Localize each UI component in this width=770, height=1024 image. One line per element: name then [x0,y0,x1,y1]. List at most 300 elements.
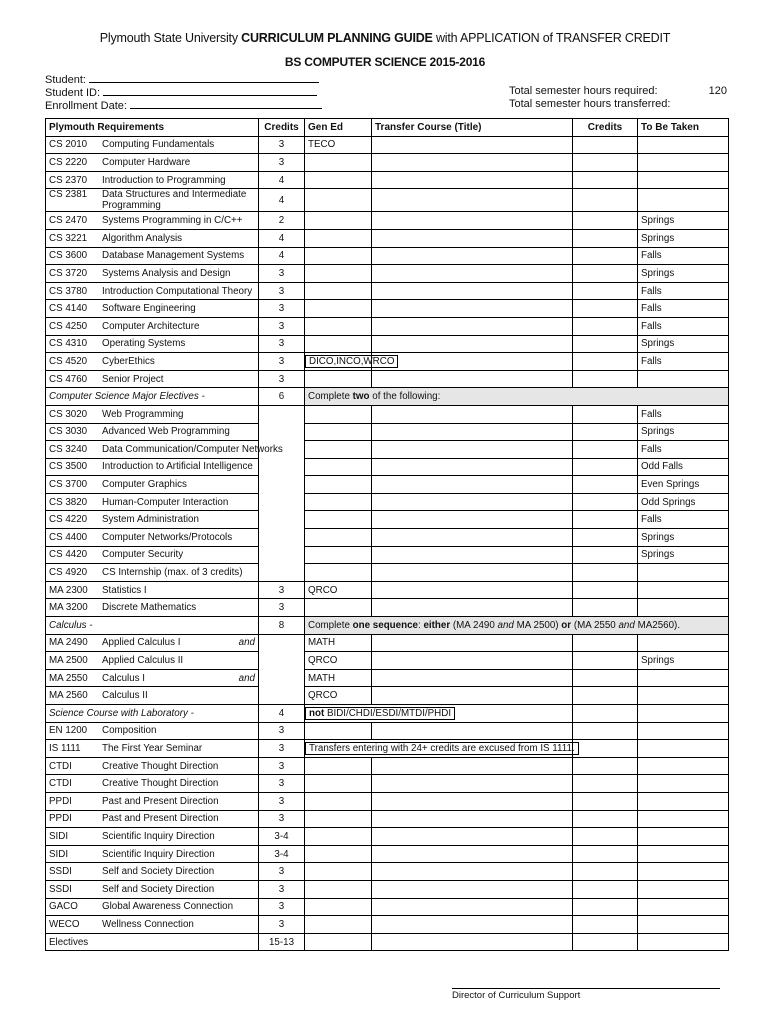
gen-ed-value: TECO [308,139,336,151]
electives-note [305,388,729,406]
course-code: CS 3240 [49,443,88,455]
to-be-taken-cell [638,687,729,705]
credits-cell: 3 [259,317,305,335]
course-code: Electives [49,936,89,948]
transfer-credits-cell[interactable] [573,441,638,459]
course-name: Past and Present Direction [102,795,219,807]
course-name: Calculus I [102,672,146,684]
gen-ed-cell: MATH [305,669,372,687]
student-name-field[interactable]: Student: [45,72,319,86]
gen-ed-cell [305,933,372,951]
to-be-taken-cell [638,757,729,775]
requirement-cell [46,599,259,617]
transfer-course-cell[interactable] [372,757,573,775]
credits-cell: 3 [259,136,305,154]
requirement-cell [46,493,259,511]
transfer-course-cell[interactable] [372,189,573,212]
to-be-taken-cell [638,898,729,916]
transfer-credits-cell[interactable] [573,880,638,898]
transfer-course-cell[interactable] [372,511,573,529]
enrollment-date-field[interactable]: Enrollment Date: [45,98,322,112]
elective-row [46,546,729,564]
transfer-course-cell[interactable] [372,154,573,172]
col-transfer-credits: Credits [573,119,638,137]
transfer-course-cell[interactable] [372,136,573,154]
course-code: CS 4250 [49,320,88,332]
and-label: and [238,672,255,684]
course-name: Data Structures and Intermediate Programming [102,189,247,212]
gen-ed-cell [305,370,372,388]
to-be-taken-cell [638,792,729,810]
credits-cell: 3 [259,757,305,775]
requirement-cell [46,370,259,388]
credits-cell: 3 [259,880,305,898]
course-name: Operating Systems [102,338,186,350]
course-code: CS 2381 [49,189,88,201]
course-code: PPDI [49,813,72,825]
credits-cell: 3 [259,300,305,318]
transfer-course-cell[interactable] [372,493,573,511]
course-name: Web Programming [102,408,184,420]
credits-cell: 4 [259,705,305,723]
to-be-taken-cell [638,370,729,388]
to-be-taken-cell [638,810,729,828]
transfer-credits-cell[interactable] [573,810,638,828]
course-code: CS 3720 [49,267,88,279]
credits-cell [259,652,305,670]
transfer-course-cell[interactable] [372,300,573,318]
transfer-course-cell[interactable] [372,458,573,476]
credits-cell [259,511,305,529]
transfer-course-cell[interactable] [372,476,573,494]
to-be-taken-cell [638,705,729,723]
transfer-credits-cell[interactable] [573,828,638,846]
transfer-credits-cell[interactable] [573,247,638,265]
transfer-course-cell[interactable] [372,282,573,300]
transfer-credits-cell[interactable] [573,212,638,230]
transfer-credits-cell[interactable] [573,335,638,353]
note-part: (MA 2550 [571,619,619,631]
transfer-course-cell[interactable] [372,212,573,230]
transfer-credits-cell[interactable] [573,775,638,793]
to-be-taken-cell: Falls [638,300,729,318]
course-name: Computer Graphics [102,479,187,491]
not-word: not [309,707,325,719]
course-name: Past and Present Direction [102,813,219,825]
table-header-row [46,119,729,137]
course-name: Calculus II [102,690,148,702]
requirement-cell [46,476,259,494]
transfer-credits-cell[interactable] [573,581,638,599]
requirement-cell [46,529,259,547]
to-be-taken-cell [638,599,729,617]
course-name: Statistics I [102,584,147,596]
course-name: Algorithm Analysis [102,232,183,244]
credits-cell [259,546,305,564]
transfer-course-cell[interactable] [372,171,573,189]
elective-row [46,529,729,547]
table-row [46,370,729,388]
gen-ed-cell [305,282,372,300]
requirement-cell [46,265,259,283]
gen-ed-cell [305,792,372,810]
calculus-note [305,617,729,635]
elective-row [46,405,729,423]
gen-ed-cell [305,546,372,564]
course-code: CS 3020 [49,408,88,420]
gen-ed-cell [305,353,395,371]
calculus-row [46,669,729,687]
transfer-course-cell[interactable] [372,863,573,881]
course-name: Creative Thought Direction [102,760,219,772]
course-name: Computer Security [102,549,184,561]
table-row [46,916,729,934]
transfer-course-cell[interactable] [372,722,573,740]
course-code: CS 2010 [49,139,88,151]
course-code: CS 3780 [49,285,88,297]
table-row [46,810,729,828]
transfer-course-cell[interactable] [372,634,573,652]
requirement-cell [46,845,259,863]
course-name: CS Internship (max. of 3 credits) [102,567,243,579]
credits-cell: 3 [259,792,305,810]
gen-ed-cell [305,898,372,916]
to-be-taken-cell: Falls [638,511,729,529]
table-row [46,171,729,189]
transfer-credits-cell[interactable] [573,898,638,916]
to-be-taken-cell [638,581,729,599]
transfer-credits-cell[interactable] [573,458,638,476]
to-be-taken-cell [638,136,729,154]
transfer-course-cell[interactable] [372,810,573,828]
gen-ed-cell [305,757,372,775]
requirement-cell [46,933,259,951]
gen-ed-cell [305,405,372,423]
transfer-credits-cell[interactable] [573,493,638,511]
credits-cell [259,634,305,652]
transfer-course-cell[interactable] [372,317,573,335]
transfer-course-cell[interactable] [372,441,573,459]
electives-group-label: Computer Science Major Electives - [46,388,259,406]
requirement-cell [46,300,259,318]
to-be-taken-cell: Springs [638,423,729,441]
requirement-cell [46,247,259,265]
requirement-cell [46,189,259,212]
course-name: Introduction to Programming [102,174,226,186]
credits-cell: 4 [259,189,305,212]
requirement-cell [46,171,259,189]
course-code: MA 2490 [49,637,88,649]
course-code: SIDI [49,830,69,842]
transfer-credits-cell[interactable] [573,154,638,172]
course-code: CS 4760 [49,373,88,385]
transfer-credits-cell[interactable] [573,652,638,670]
table-row [46,599,729,617]
transfer-credits-cell[interactable] [573,136,638,154]
total-required: Total semester hours required: 120 [509,85,727,97]
table-row [46,740,729,758]
transfer-course-cell[interactable] [372,687,573,705]
course-code: EN 1200 [49,725,88,737]
student-id-field[interactable]: Student ID: [45,85,317,99]
transfer-course-cell[interactable] [372,880,573,898]
gen-ed-cell [305,599,372,617]
requirement-cell [46,740,259,758]
transfer-credits-cell[interactable] [573,511,638,529]
curriculum-table [45,118,729,951]
note-part: MA2560). [634,619,681,631]
transfer-credits-cell[interactable] [573,546,638,564]
credits-cell: 3 [259,740,305,758]
gen-ed-note-text: Transfers entering with 24+ credits are excused from IS 1111. [305,742,579,755]
transfer-credits-cell[interactable] [573,740,638,758]
credits-cell: 4 [259,247,305,265]
course-code: SIDI [49,848,69,860]
transfer-credits-cell[interactable] [573,916,638,934]
table-row [46,792,729,810]
credits-cell [259,493,305,511]
elective-row [46,458,729,476]
elective-row [46,441,729,459]
transfer-course-cell[interactable] [372,423,573,441]
table-row [46,335,729,353]
transfer-credits-cell[interactable] [573,189,638,212]
to-be-taken-cell: Springs [638,335,729,353]
transfer-course-cell[interactable] [372,265,573,283]
transfer-course-cell[interactable] [372,828,573,846]
credits-cell: 3 [259,335,305,353]
page-title: Plymouth State University CURRICULUM PLANNING GUIDE with APPLICATION of TRANSFER CREDIT [99,31,671,45]
course-code: CTDI [49,760,72,772]
course-code: CS 4920 [49,567,88,579]
table-row [46,863,729,881]
credits-cell [259,687,305,705]
transfer-course-cell[interactable] [372,546,573,564]
transfer-course-cell[interactable] [372,335,573,353]
table-row [46,828,729,846]
total-transferred-field[interactable]: Total semester hours transferred: [509,98,727,124]
transfer-course-cell[interactable] [372,529,573,547]
transfer-credits-cell[interactable] [573,669,638,687]
course-name: The First Year Seminar [102,742,203,754]
calculus-row [46,634,729,652]
transfer-credits-cell[interactable] [573,705,638,723]
table-row [46,353,729,371]
science-row [46,705,729,723]
to-be-taken-cell: Falls [638,247,729,265]
credits-cell: 3 [259,722,305,740]
requirement-cell [46,136,259,154]
course-code: PPDI [49,795,72,807]
table-row [46,880,729,898]
to-be-taken-cell [638,722,729,740]
credits-cell: 3 [259,775,305,793]
requirement-cell [46,687,259,705]
transfer-course-cell[interactable] [372,581,573,599]
requirement-cell [46,212,259,230]
gen-ed-cell [305,335,372,353]
course-name: Applied Calculus II [102,655,184,667]
signature-line[interactable] [452,988,720,989]
note-part: of the following: [369,391,441,403]
to-be-taken-cell: Springs [638,265,729,283]
transfer-course-cell[interactable] [372,370,573,388]
table-row [46,757,729,775]
course-name: Systems Analysis and Design [102,267,231,279]
table-row [46,898,729,916]
to-be-taken-cell [638,154,729,172]
course-name: Self and Society Direction [102,883,215,895]
transfer-course-cell[interactable] [372,652,573,670]
transfer-course-cell[interactable] [372,599,573,617]
transfer-course-cell[interactable] [372,916,573,934]
elective-row [46,511,729,529]
course-code: CS 3700 [49,479,88,491]
gen-ed-cell [305,810,372,828]
course-code: SSDI [49,866,72,878]
course-name: Software Engineering [102,303,196,315]
requirement-cell [46,317,259,335]
to-be-taken-cell [638,634,729,652]
requirement-cell [46,581,259,599]
gen-ed-cell [305,775,372,793]
course-code: MA 2560 [49,690,88,702]
transfer-course-cell[interactable] [372,247,573,265]
transfer-course-cell[interactable] [372,669,573,687]
transfer-credits-cell[interactable] [573,863,638,881]
transfer-credits-cell[interactable] [573,599,638,617]
to-be-taken-cell: Even Springs [638,476,729,494]
gen-ed-cell [305,458,372,476]
course-name: Computer Hardware [102,156,191,168]
transfer-credits-cell[interactable] [573,687,638,705]
to-be-taken-cell: Falls [638,317,729,335]
transfer-credits-cell[interactable] [573,564,638,582]
requirement-cell [46,757,259,775]
transfer-credits-cell[interactable] [573,423,638,441]
gen-ed-cell [305,300,372,318]
transfer-credits-cell[interactable] [573,529,638,547]
gen-ed-cell: QRCO [305,581,372,599]
transfer-credits-cell[interactable] [573,933,638,951]
course-code: CS 4520 [49,355,88,367]
transfer-credits-cell[interactable] [573,370,638,388]
requirement-cell [46,335,259,353]
transfer-credits-cell[interactable] [573,282,638,300]
gen-ed-cell [305,136,372,154]
transfer-credits-cell[interactable] [573,722,638,740]
calculus-group-row [46,617,729,635]
gen-ed-cell [305,493,372,511]
table-row [46,317,729,335]
transfer-credits-cell[interactable] [573,405,638,423]
course-name: Discrete Mathematics [102,602,197,614]
transfer-credits-cell[interactable] [573,476,638,494]
transfer-credits-cell[interactable] [573,300,638,318]
table-row [46,154,729,172]
credits-cell: 3 [259,916,305,934]
credits-cell: 2 [259,212,305,230]
course-name: System Administration [102,514,199,526]
requirement-cell [46,810,259,828]
course-code: WECO [49,918,80,930]
table-row [46,265,729,283]
transfer-course-cell[interactable] [372,792,573,810]
transfer-credits-cell[interactable] [573,171,638,189]
transfer-course-cell[interactable] [372,933,573,951]
course-code: CS 4420 [49,549,88,561]
transfer-course-cell[interactable] [372,775,573,793]
transfer-credits-cell[interactable] [573,634,638,652]
transfer-course-cell[interactable] [372,405,573,423]
course-code: MA 2550 [49,672,88,684]
science-label: Science Course with Laboratory - [46,705,259,723]
transfer-credits-cell[interactable] [573,317,638,335]
to-be-taken-cell: Springs [638,229,729,247]
gen-ed-cell [305,154,372,172]
course-code: CS 4310 [49,338,88,350]
table-row [46,722,729,740]
to-be-taken-cell [638,669,729,687]
note-part: and [618,619,635,631]
transfer-credits-cell[interactable] [573,757,638,775]
credits-cell: 3-4 [259,828,305,846]
table-row [46,845,729,863]
course-name: Introduction Computational Theory [102,285,253,297]
to-be-taken-cell [638,863,729,881]
col-transfer-course: Transfer Course (Title) [372,119,573,137]
credits-cell [259,405,305,423]
course-code: CS 2370 [49,174,88,186]
transfer-course-cell[interactable] [372,353,573,371]
elective-row [46,476,729,494]
course-code: IS 1111 [49,742,81,754]
transfer-credits-cell[interactable] [573,229,638,247]
transfer-course-cell[interactable] [372,845,573,863]
credits-cell: 3 [259,265,305,283]
transfer-credits-cell[interactable] [573,353,638,371]
transfer-course-cell[interactable] [372,564,573,582]
to-be-taken-cell [638,740,729,758]
transfer-credits-cell[interactable] [573,792,638,810]
transfer-course-cell[interactable] [372,898,573,916]
transfer-credits-cell[interactable] [573,845,638,863]
credits-cell: 4 [259,229,305,247]
gen-ed-cell [305,317,372,335]
requirement-cell [46,564,259,582]
course-code: MA 2300 [49,584,88,596]
course-name: Introduction to Artificial Intelligence [102,461,253,473]
calculus-row [46,687,729,705]
to-be-taken-cell [638,845,729,863]
requirement-cell [46,775,259,793]
credits-cell: 3 [259,898,305,916]
credits-cell [259,423,305,441]
credits-cell [259,476,305,494]
col-to-be-taken: To Be Taken [638,119,729,137]
course-name: Creative Thought Direction [102,778,219,790]
to-be-taken-cell: Springs [638,212,729,230]
credits-cell: 8 [259,617,305,635]
note-part: Complete [308,619,353,631]
to-be-taken-cell [638,775,729,793]
to-be-taken-cell [638,933,729,951]
requirement-cell [46,458,259,476]
requirement-cell [46,880,259,898]
transfer-course-cell[interactable] [372,229,573,247]
transfer-credits-cell[interactable] [573,265,638,283]
signature-label: Director of Curriculum Support [452,990,581,1001]
